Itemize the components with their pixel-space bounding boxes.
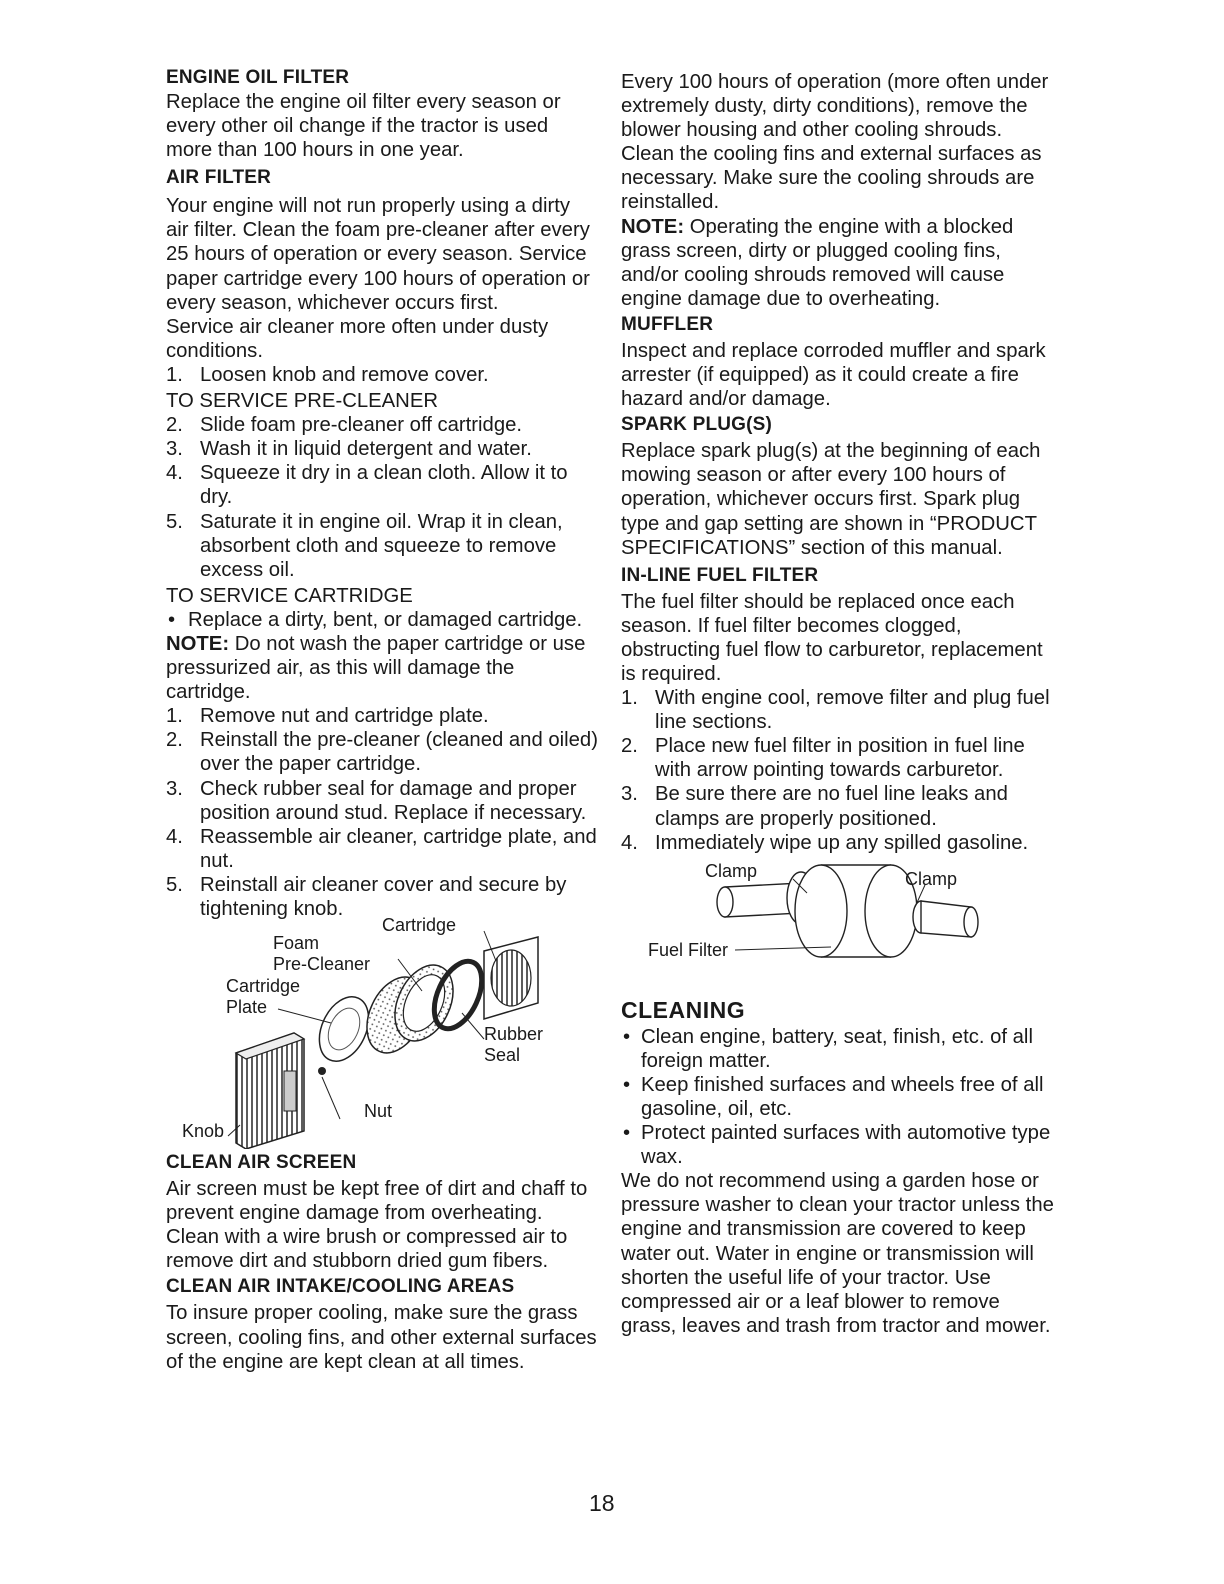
diagram-label-fuel-filter: Fuel Filter: [648, 939, 729, 960]
cartridge-step-list: [166, 704, 598, 921]
list-item: 5. Reinstall air cleaner cover and secure by tightening knob.: [166, 873, 567, 920]
right-column: [621, 70, 1057, 1338]
left-column: [166, 66, 598, 1374]
clean-air-intake-text: To insure proper cooling, make sure the grass screen, cooling fins, and other external surfaces of the engine are kept clean at all times.: [166, 1302, 597, 1373]
air-cleaner-diagram: [166, 915, 598, 1149]
air-filter-heading: AIR FILTER: [166, 167, 272, 189]
cooling-note: NOTE: Operating the engine with a blocked grass screen, dirty or plugged cooling fins, and/or cooling shrouds removed will cause engine damage due to overheating.: [621, 215, 1014, 310]
list-item: 4. Immediately wipe up any spilled gasoline.: [621, 831, 1029, 854]
spark-plugs-heading: SPARK PLUG(S): [621, 414, 773, 436]
fuel-filter-text: The fuel filter should be replaced once each season. If fuel filter becomes clogged, obstructing fuel flow to carburetor, replacement is required.: [621, 590, 1043, 685]
list-item: 2. Place new fuel filter in position in fuel line with arrow pointing towards carburetor.: [621, 735, 1025, 782]
diagram-label-clamp-left: Clamp: [705, 860, 758, 881]
cartridge-bullet-list: [166, 608, 598, 632]
air-filter-text: Your engine will not run properly using a dirty air filter. Clean the foam pre-cleaner after every 25 hours of operation or every season. Service paper cartridge every 100 hours of operation or every season, whichever occurs first.: [166, 195, 590, 314]
list-item: 3. Be sure there are no fuel line leaks and clamps are properly positioned.: [621, 783, 1008, 830]
list-item: 2. Slide foam pre-cleaner off cartridge.: [166, 414, 523, 437]
list-item: 4. Squeeze it dry in a clean cloth. Allow it to dry.: [166, 462, 568, 509]
cartridge-note: NOTE: Do not wash the paper cartridge or use pressurized air, as this will damage the cartridge.: [166, 632, 586, 704]
fuel-filter-drawing: [621, 855, 1057, 987]
list-item: 1. Loosen knob and remove cover.: [166, 363, 489, 386]
diagram-label-knob: Knob: [182, 1121, 225, 1142]
spark-plugs-text: Replace spark plug(s) at the beginning of each mowing season or after every 100 hours of operation, whichever occurs first. Spark plug type and gap setting are shown in “PRODUCT SPECIFICATIONS” section of this manual.: [621, 440, 1041, 559]
diagram-label-seal: Seal: [484, 1045, 521, 1066]
engine-oil-filter-text: Replace the engine oil filter every season or every other oil change if the tractor is used more than 100 hours in one year.: [166, 91, 561, 162]
list-item: 1. Remove nut and cartridge plate.: [166, 705, 489, 728]
cooling-text: Every 100 hours of operation (more often under extremely dusty, dirty conditions), remove the blower housing and other cooling shrouds. Clean the cooling fins and external surfaces as necessary. Make sure the cooling shrouds are reinstalled.: [621, 71, 1049, 214]
air-filter-step-list: [166, 363, 598, 387]
muffler-heading: MUFFLER: [621, 313, 714, 335]
fuel-filter-step-list: [621, 686, 1057, 855]
engine-oil-filter-heading: ENGINE OIL FILTER: [166, 67, 350, 88]
list-item: • Replace a dirty, bent, or damaged cartridge.: [168, 608, 583, 631]
diagram-label-foam: Foam: [273, 933, 320, 954]
list-item: • Keep finished surfaces and wheels free of all gasoline, oil, etc.: [623, 1073, 1044, 1120]
pre-cleaner-step-list: [166, 413, 598, 582]
fuel-filter-diagram: [621, 855, 1057, 987]
diagram-label-pre-cleaner: Pre-Cleaner: [273, 954, 371, 975]
cleaning-text: We do not recommend using a garden hose or pressure washer to clean your tractor unless the engine and transmission are covered to keep water out. Water in engine or transmission will shorten the useful life of your tractor. Use compressed air or a leaf blower to remove grass, leaves and trash from tractor and mower.: [621, 1170, 1054, 1337]
air-filter-dusty-text: Service air cleaner more often under dusty conditions.: [166, 315, 549, 362]
page-number: 18: [589, 1490, 615, 1516]
diagram-label-cartridge-plate-line2: Plate: [226, 997, 268, 1018]
fuel-filter-heading: IN-LINE FUEL FILTER: [621, 564, 819, 586]
list-item: 2. Reinstall the pre-cleaner (cleaned and oiled) over the paper cartridge.: [166, 729, 598, 776]
list-item: • Protect painted surfaces with automotive type wax.: [623, 1122, 1051, 1169]
diagram-label-nut: Nut: [364, 1101, 393, 1122]
clean-air-intake-heading: CLEAN AIR INTAKE/COOLING AREAS: [166, 1276, 515, 1298]
cleaning-heading: CLEANING: [621, 996, 746, 1023]
list-item: 5. Saturate it in engine oil. Wrap it in clean, absorbent cloth and squeeze to remove excess oil.: [166, 510, 563, 581]
list-item: 4. Reassemble air cleaner, cartridge plate, and nut.: [166, 825, 597, 872]
list-item: 3. Wash it in liquid detergent and water.: [166, 438, 532, 461]
pre-cleaner-subheading: TO SERVICE PRE-CLEANER: [166, 390, 438, 413]
cover-housing-shape: [236, 1033, 304, 1149]
diagram-label-cartridge: Cartridge: [382, 915, 457, 936]
list-item: 3. Check rubber seal for damage and proper position around stud. Replace if necessary.: [166, 777, 587, 824]
diagram-label-clamp-right: Clamp: [905, 868, 958, 889]
diagram-label-cartridge-plate-line1: Cartridge: [226, 976, 301, 997]
paper-cartridge-shape: [484, 937, 538, 1019]
diagram-label-rubber: Rubber: [484, 1024, 544, 1045]
clean-air-screen-text: Air screen must be kept free of dirt and chaff to prevent engine damage from overheating. Clean with a wire brush or compressed air to remove dirt and stubborn dried gum fibers.: [166, 1178, 588, 1273]
clean-air-screen-heading: CLEAN AIR SCREEN: [166, 1152, 357, 1174]
list-item: • Clean engine, battery, seat, finish, etc. of all foreign matter.: [623, 1025, 1033, 1072]
muffler-text: Inspect and replace corroded muffler and spark arrester (if equipped) as it could create a fire hazard and/or damage.: [621, 339, 1046, 411]
cartridge-subheading: TO SERVICE CARTRIDGE: [166, 584, 413, 607]
nut-shape: [318, 1067, 326, 1075]
cleaning-bullet-list: [621, 1025, 1057, 1170]
list-item: 1. With engine cool, remove filter and plug fuel line sections.: [621, 687, 1050, 734]
